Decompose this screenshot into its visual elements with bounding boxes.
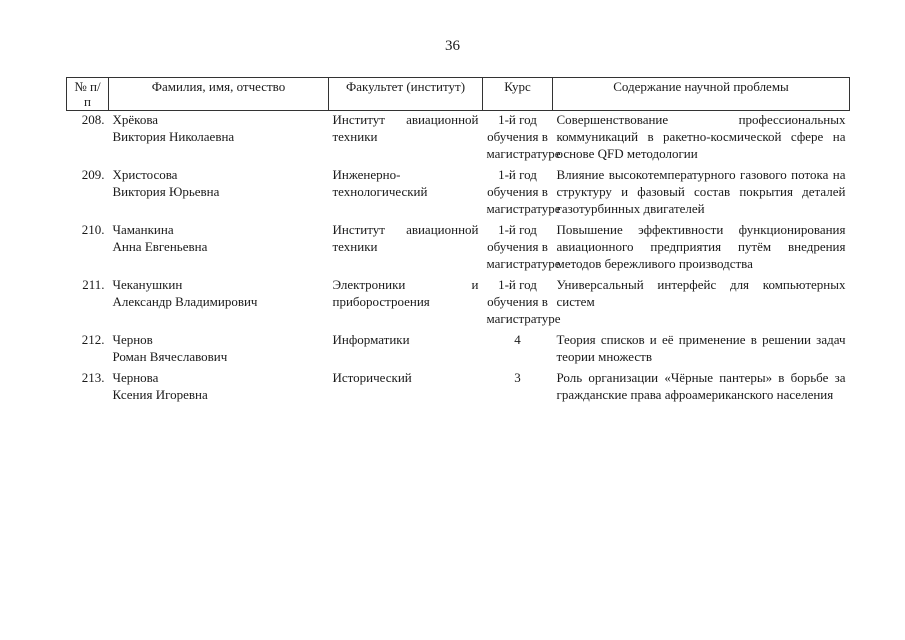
- row-number: 211.: [82, 277, 105, 292]
- student-given-names: Виктория Николаевна: [112, 129, 235, 144]
- student-name: [109, 276, 329, 331]
- student-given-names: Роман Вячеславович: [112, 349, 228, 364]
- research-topic: Теория списков и её применение в решении задач теории множеств: [556, 332, 846, 364]
- student-given-names: Ксения Игоревна: [112, 387, 208, 402]
- row-number: 209.: [81, 167, 105, 182]
- student-name: [109, 166, 329, 221]
- student-surname: Христосова: [112, 167, 178, 182]
- row-number: 210.: [81, 222, 105, 237]
- header-name: Фамилия, имя, отчество: [109, 78, 329, 111]
- student-faculty: Информатики: [332, 332, 410, 347]
- research-topic: Универсальный интерфейс для компьютерных систем: [556, 277, 846, 309]
- student-faculty: Институт авиационной техники: [332, 222, 479, 254]
- table-header-row: [67, 78, 850, 111]
- student-surname: Чаманкина: [112, 222, 174, 237]
- header-faculty: Факультет (институт): [329, 78, 483, 111]
- table-row: [67, 221, 850, 276]
- header-num: № п/п: [67, 78, 109, 111]
- research-topic: Совершенствование профессиональных коммуникаций в ракетно-космической сфере на основе QFD методологии: [556, 112, 846, 161]
- student-name: [109, 369, 329, 407]
- student-given-names: Анна Евгеньевна: [112, 239, 208, 254]
- student-surname: Чеканушкин: [112, 277, 183, 292]
- student-course: 1-й год обучения в магистратуре: [486, 112, 561, 161]
- student-course: 4: [514, 332, 521, 347]
- student-faculty: Исторический: [332, 370, 412, 385]
- student-name: [109, 221, 329, 276]
- row-number: 212.: [81, 332, 105, 347]
- student-given-names: Александр Владимирович: [112, 294, 258, 309]
- student-given-names: Виктория Юрьевна: [112, 184, 220, 199]
- student-course: 1-й год обучения в магистратуре: [486, 277, 561, 326]
- student-course: 1-й год обучения в магистратуре: [486, 167, 561, 216]
- student-surname: Чернова: [112, 370, 159, 385]
- student-course: 3: [514, 370, 521, 385]
- research-topic: Влияние высокотемпературного газового потока на структуру и фазовый состав покрытия деталей газотурбинных двигателей: [556, 167, 846, 216]
- header-topic: Содержание научной проблемы: [553, 78, 850, 111]
- research-topic: Роль организации «Чёрные пантеры» в борьбе за гражданские права афроамериканского населения: [556, 370, 846, 402]
- student-faculty: Электроники и приборостроения: [332, 277, 479, 309]
- student-surname: Чернов: [112, 332, 153, 347]
- table-row: [67, 331, 850, 369]
- student-faculty: Инженерно-технологический: [332, 167, 428, 199]
- research-topic: Повышение эффективности функционирования авиационного предприятия путём внедрения методов бережливого производства: [556, 222, 846, 271]
- student-faculty: Институт авиационной техники: [332, 112, 479, 144]
- row-number: 213.: [81, 370, 105, 385]
- row-number: 208.: [81, 112, 105, 127]
- student-name: [109, 111, 329, 167]
- table-row: [67, 166, 850, 221]
- student-name: [109, 331, 329, 369]
- header-course: Курс: [483, 78, 553, 111]
- student-course: 1-й год обучения в магистратуре: [486, 222, 561, 271]
- table-row: [67, 276, 850, 331]
- students-table: [66, 77, 850, 407]
- table-row: [67, 111, 850, 167]
- student-surname: Хрёкова: [112, 112, 159, 127]
- table-row: [67, 369, 850, 407]
- page-number: 36: [445, 38, 460, 54]
